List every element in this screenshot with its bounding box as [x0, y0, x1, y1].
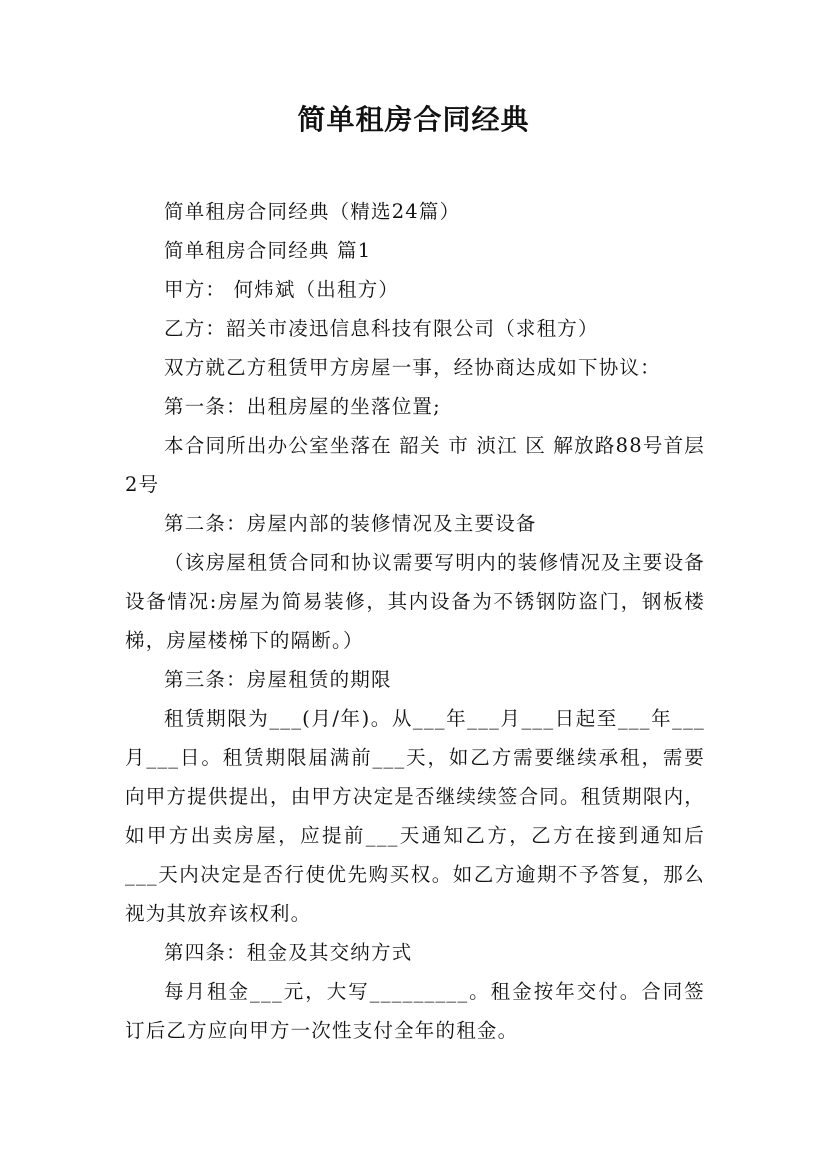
paragraph-heading-article-1: 简单租房合同经典 篇1 [164, 239, 372, 262]
document-body [125, 192, 705, 1050]
clause-1-body: 本合同所出办公室坐落在 韶关 市 浈江 区 解放路88号首层2号 [125, 434, 705, 496]
paragraph-party-b: 乙方：韶关市凌迅信息科技有限公司（求租方） [164, 317, 599, 340]
clause-1-heading: 第一条：出租房屋的坐落位置; [164, 395, 441, 418]
clause-2-body: （该房屋租赁合同和协议需要写明内的装修情况及主要设备设备情况:房屋为简易装修，其内设备为不锈钢防盗门，钢板楼梯，房屋楼梯下的隔断。） [125, 551, 705, 652]
paragraph-intro: 简单租房合同经典（精选24篇） [164, 200, 461, 223]
paragraph-party-a: 甲方： 何炜斌（出租方） [164, 278, 400, 301]
clause-4-heading: 第四条：租金及其交纳方式 [164, 941, 413, 964]
paragraph-agreement-statement: 双方就乙方租赁甲方房屋一事，经协商达成如下协议： [164, 356, 661, 379]
clause-4-body: 每月租金___元，大写_________。租金按年交付。合同签订后乙方应向甲方一次性支付全年的租金。 [125, 980, 705, 1042]
clause-3-heading: 第三条：房屋租赁的期限 [164, 668, 392, 691]
clause-2-heading: 第二条：房屋内部的装修情况及主要设备 [164, 512, 537, 535]
document-title: 简单租房合同经典 [297, 103, 530, 136]
clause-3-body: 租赁期限为___(月/年)。从___年___月___日起至___年___月___日。租赁期限届满前___天，如乙方需要继续承租，需要向甲方提供提出，由甲方决定是否继续续签合同。租赁期限内，如甲方出卖房屋，应提前___天通知乙方，乙方在接到通知后___天内决定是否行使优先购买权。如乙方逾期不予答复，那么视为其放弃该权利。 [125, 707, 705, 925]
